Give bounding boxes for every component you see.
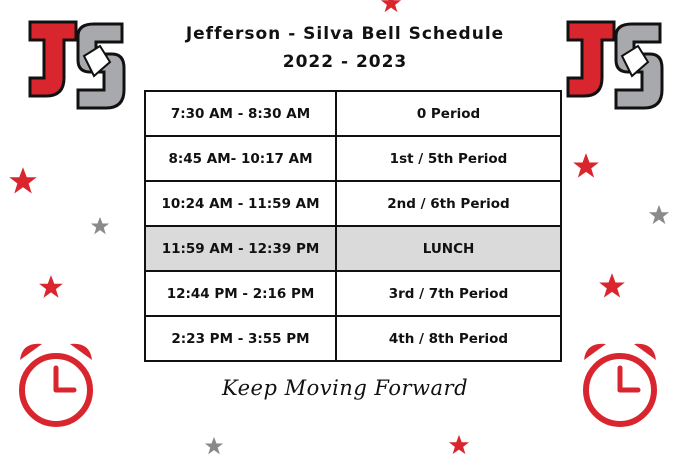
table-row (145, 271, 561, 316)
star-icon (648, 204, 670, 226)
period-cell: LUNCH (336, 226, 561, 271)
motto-text: Keep Moving Forward (221, 376, 469, 400)
time-cell: 11:59 AM - 12:39 PM (145, 226, 336, 271)
time-cell: 2:23 PM - 3:55 PM (145, 316, 336, 361)
time-cell: 12:44 PM - 2:16 PM (145, 271, 336, 316)
alarm-clock-icon (578, 338, 662, 434)
bell-schedule-table (144, 90, 562, 362)
school-year: 2022 - 2023 (282, 52, 408, 72)
time-cell: 8:45 AM- 10:17 AM (145, 136, 336, 181)
time-cell: 10:24 AM - 11:59 AM (145, 181, 336, 226)
period-cell: 0 Period (336, 91, 561, 136)
star-icon (204, 436, 224, 456)
table-row (145, 316, 561, 361)
page-title: Jefferson - Silva Bell Schedule (185, 24, 505, 44)
alarm-clock-icon (14, 338, 98, 434)
star-icon (90, 216, 110, 236)
period-cell: 1st / 5th Period (336, 136, 561, 181)
period-cell: 4th / 8th Period (336, 316, 561, 361)
table-row (145, 91, 561, 136)
star-icon (8, 166, 38, 196)
star-icon (572, 152, 600, 180)
star-icon (38, 274, 64, 300)
star-icon (380, 0, 402, 14)
table-row (145, 181, 561, 226)
star-icon (598, 272, 626, 300)
period-cell: 3rd / 7th Period (336, 271, 561, 316)
period-cell: 2nd / 6th Period (336, 181, 561, 226)
table-row-lunch (145, 226, 561, 271)
time-cell: 7:30 AM - 8:30 AM (145, 91, 336, 136)
table-row (145, 136, 561, 181)
